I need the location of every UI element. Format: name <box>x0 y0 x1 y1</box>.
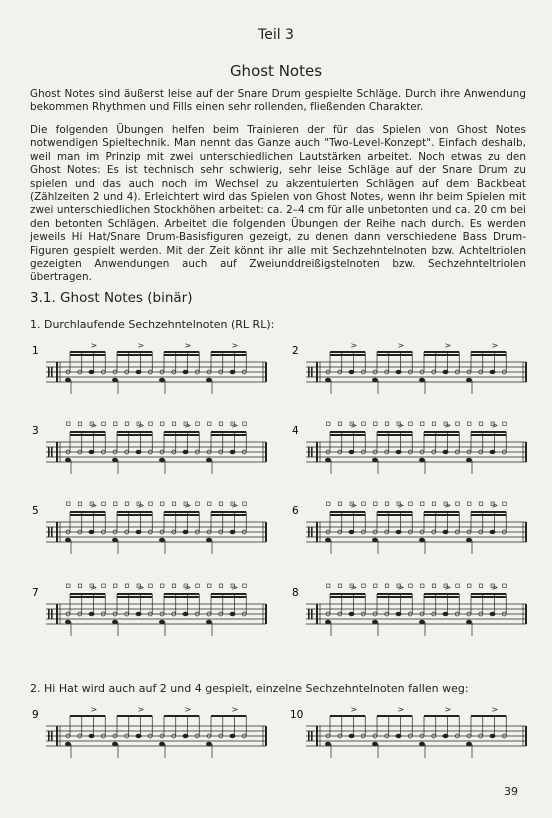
sticking-mark <box>503 584 507 588</box>
percussion-clef <box>311 527 313 537</box>
sticking-mark <box>125 422 129 426</box>
accent-mark: > <box>137 583 145 592</box>
sticking-mark <box>172 584 176 588</box>
sticking-mark <box>149 502 153 506</box>
percussion-clef <box>308 367 310 377</box>
accent-mark: > <box>137 341 145 350</box>
accent-mark: > <box>137 705 145 714</box>
sticking-mark <box>327 502 331 506</box>
bass-drum-note <box>372 620 378 624</box>
accent-mark: > <box>90 421 98 430</box>
example-8-staff <box>290 582 530 642</box>
bass-drum-note <box>419 742 425 746</box>
sticking-mark <box>196 502 200 506</box>
example-number: 7 <box>32 587 39 599</box>
accent-mark: > <box>350 705 358 714</box>
sticking-mark <box>114 502 118 506</box>
sticking-mark <box>456 584 460 588</box>
sticking-mark <box>409 422 413 426</box>
sticking-mark <box>243 584 247 588</box>
sticking-mark <box>102 422 106 426</box>
page-number: 39 <box>504 785 518 798</box>
bass-drum-note <box>112 458 118 462</box>
sticking-mark <box>208 502 212 506</box>
bass-drum-note <box>372 538 378 542</box>
accent-mark: > <box>444 705 452 714</box>
example-10-staff <box>290 704 530 764</box>
exercise-group-heading: 1. Durchlaufende Sechzehntelnoten (RL RL): <box>30 318 275 331</box>
bass-drum-note <box>65 378 71 382</box>
accent-mark: > <box>491 583 499 592</box>
sticking-mark <box>102 584 106 588</box>
percussion-clef <box>48 731 50 741</box>
snare-note <box>183 734 189 738</box>
percussion-clef <box>308 447 310 457</box>
percussion-clef <box>311 367 313 377</box>
sticking-mark <box>374 502 378 506</box>
sticking-mark <box>409 584 413 588</box>
sticking-mark <box>208 422 212 426</box>
sticking-mark <box>161 502 165 506</box>
sticking-mark <box>338 584 342 588</box>
snare-note <box>349 612 355 616</box>
accent-mark: > <box>184 421 192 430</box>
sticking-mark <box>327 584 331 588</box>
example-number: 6 <box>292 505 299 517</box>
snare-note <box>89 612 95 616</box>
example-number: 1 <box>32 345 39 357</box>
bass-drum-note <box>325 458 331 462</box>
snare-note <box>349 370 355 374</box>
exercise-group-heading: 2. Hi Hat wird auch auf 2 und 4 gespielt, einzelne Sechzehntelnoten fallen weg: <box>30 682 469 695</box>
snare-note <box>396 450 402 454</box>
sticking-mark <box>67 422 71 426</box>
snare-note <box>136 734 142 738</box>
bass-drum-note <box>65 458 71 462</box>
accent-mark: > <box>397 341 405 350</box>
snare-note <box>89 734 95 738</box>
sticking-mark <box>385 584 389 588</box>
sticking-mark <box>409 502 413 506</box>
bass-drum-note <box>325 538 331 542</box>
accent-mark: > <box>184 583 192 592</box>
snare-note <box>183 612 189 616</box>
snare-note <box>230 450 236 454</box>
percussion-clef <box>51 367 53 377</box>
bass-drum-note <box>65 620 71 624</box>
sticking-mark <box>125 584 129 588</box>
sticking-mark <box>78 422 82 426</box>
sticking-mark <box>196 584 200 588</box>
sticking-mark <box>456 422 460 426</box>
sticking-mark <box>479 584 483 588</box>
technique-paragraph: Die folgenden Übungen helfen beim Trainieren der für das Spielen von Ghost Notes notwendigen Spieltechnik. Man nennt das Ganze auch "Two-Level-Konzept". Einfach deshalb, weil man im Prinzip mit zwei unterschiedlichen Lautstärken arbeitet. Noch etwas zu den Ghost Notes: Es ist technisch sehr schwierig, sehr leise Schläge auf der Snare Drum zu spielen und das auch noch im Wechsel zu akzentuierten Schlägen auf dem Backbeat (Zählzeiten 2 und 4). Erleichtert wird das Spielen von Ghost Notes, wenn ihr beim Spielen mit zwei unterschiedlichen Stockhöhen arbeitet: ca. 2–4 cm für alle unbetonten und ca. 20 cm bei den betonten Schlägen. Arbeitet die folgenden Übungen der Reihe nach durch. Es werden jeweils Hi Hat/Snare Drum-Basisfiguren gezeigt, zu denen dann verschiedene Bass Drum-Figuren gespielt werden. Mit der Zeit könnt ihr alle mit Sechzehntelnoten bzw. Achteltriolen gezeigten Anwendungen auch auf Zweiunddreißigstelnoten bzw. Sechzehnteltriolen übertragen. <box>30 124 526 284</box>
sticking-mark <box>102 502 106 506</box>
accent-mark: > <box>137 421 145 430</box>
percussion-clef <box>311 447 313 457</box>
snare-note <box>443 734 449 738</box>
bass-drum-note <box>466 378 472 382</box>
sticking-mark <box>196 422 200 426</box>
bass-drum-note <box>65 742 71 746</box>
sticking-mark <box>479 502 483 506</box>
bass-drum-note <box>206 458 212 462</box>
accent-mark: > <box>350 583 358 592</box>
snare-note <box>183 530 189 534</box>
accent-mark: > <box>397 705 405 714</box>
accent-mark: > <box>491 341 499 350</box>
snare-note <box>230 530 236 534</box>
snare-note <box>490 530 496 534</box>
bass-drum-note <box>206 538 212 542</box>
bass-drum-note <box>466 620 472 624</box>
percussion-clef <box>308 527 310 537</box>
accent-mark: > <box>137 501 145 510</box>
page-title: Ghost Notes <box>229 62 323 80</box>
accent-mark: > <box>444 341 452 350</box>
snare-note <box>136 612 142 616</box>
sticking-mark <box>172 422 176 426</box>
sticking-mark <box>67 502 71 506</box>
snare-note <box>230 370 236 374</box>
accent-mark: > <box>90 705 98 714</box>
section-title: 3.1. Ghost Notes (binär) <box>30 290 193 306</box>
snare-note <box>490 450 496 454</box>
sticking-mark <box>362 502 366 506</box>
snare-note <box>230 734 236 738</box>
snare-note <box>396 530 402 534</box>
accent-mark: > <box>90 501 98 510</box>
example-7-staff <box>30 582 270 642</box>
sticking-mark <box>362 584 366 588</box>
snare-note <box>89 530 95 534</box>
snare-note <box>396 734 402 738</box>
accent-mark: > <box>397 501 405 510</box>
example-number: 8 <box>292 587 299 599</box>
snare-note <box>183 370 189 374</box>
sticking-mark <box>114 422 118 426</box>
snare-note <box>443 612 449 616</box>
snare-note <box>349 530 355 534</box>
sticking-mark <box>374 584 378 588</box>
sticking-mark <box>219 422 223 426</box>
sticking-mark <box>243 502 247 506</box>
accent-mark: > <box>350 501 358 510</box>
snare-note <box>136 370 142 374</box>
example-number: 9 <box>32 709 39 721</box>
snare-note <box>89 450 95 454</box>
accent-mark: > <box>350 341 358 350</box>
snare-note <box>443 370 449 374</box>
bass-drum-note <box>466 538 472 542</box>
sticking-mark <box>161 584 165 588</box>
snare-note <box>136 450 142 454</box>
example-number: 2 <box>292 345 299 357</box>
example-number: 10 <box>290 709 304 721</box>
sticking-mark <box>479 422 483 426</box>
sticking-mark <box>149 422 153 426</box>
sticking-mark <box>432 502 436 506</box>
accent-mark: > <box>231 421 239 430</box>
accent-mark: > <box>491 501 499 510</box>
percussion-clef <box>51 731 53 741</box>
sticking-mark <box>468 422 472 426</box>
bass-drum-note <box>325 378 331 382</box>
snare-note <box>396 370 402 374</box>
sticking-mark <box>503 422 507 426</box>
accent-mark: > <box>491 705 499 714</box>
example-9-staff <box>30 704 270 764</box>
percussion-clef <box>308 609 310 619</box>
accent-mark: > <box>444 583 452 592</box>
sticking-mark <box>456 502 460 506</box>
sticking-mark <box>432 584 436 588</box>
percussion-clef <box>51 447 53 457</box>
sticking-mark <box>114 584 118 588</box>
accent-mark: > <box>184 341 192 350</box>
sticking-mark <box>219 502 223 506</box>
snare-note <box>183 450 189 454</box>
snare-note <box>490 734 496 738</box>
bass-drum-note <box>159 742 165 746</box>
bass-drum-note <box>325 620 331 624</box>
accent-mark: > <box>444 421 452 430</box>
snare-note <box>490 612 496 616</box>
bass-drum-note <box>159 620 165 624</box>
bass-drum-note <box>419 458 425 462</box>
sticking-mark <box>503 502 507 506</box>
percussion-clef <box>311 731 313 741</box>
example-number: 4 <box>292 425 299 437</box>
accent-mark: > <box>397 583 405 592</box>
snare-note <box>89 370 95 374</box>
accent-mark: > <box>90 341 98 350</box>
accent-mark: > <box>231 501 239 510</box>
accent-mark: > <box>231 583 239 592</box>
percussion-clef <box>51 527 53 537</box>
sticking-mark <box>421 422 425 426</box>
sticking-mark <box>243 422 247 426</box>
bass-drum-note <box>372 742 378 746</box>
accent-mark: > <box>444 501 452 510</box>
snare-note <box>443 530 449 534</box>
sticking-mark <box>432 422 436 426</box>
bass-drum-note <box>112 742 118 746</box>
sticking-mark <box>385 502 389 506</box>
example-1-staff <box>30 340 270 400</box>
sticking-mark <box>385 422 389 426</box>
sticking-mark <box>374 422 378 426</box>
sticking-mark <box>421 584 425 588</box>
example-number: 5 <box>32 505 39 517</box>
percussion-clef <box>48 527 50 537</box>
accent-mark: > <box>397 421 405 430</box>
bass-drum-note <box>372 378 378 382</box>
sticking-mark <box>219 584 223 588</box>
bass-drum-note <box>65 538 71 542</box>
bass-drum-note <box>419 378 425 382</box>
sticking-mark <box>149 584 153 588</box>
bass-drum-note <box>206 620 212 624</box>
bass-drum-note <box>466 742 472 746</box>
percussion-clef <box>51 609 53 619</box>
sticking-mark <box>125 502 129 506</box>
bass-drum-note <box>419 620 425 624</box>
intro-paragraph: Ghost Notes sind äußerst leise auf der Snare Drum gespielte Schläge. Durch ihre Anwendung bekommen Rhythmen und Fills einen sehr rollenden, fließenden Charakter. <box>30 88 526 114</box>
sticking-mark <box>338 422 342 426</box>
sticking-mark <box>421 502 425 506</box>
percussion-clef <box>48 447 50 457</box>
sticking-mark <box>78 584 82 588</box>
bass-drum-note <box>159 538 165 542</box>
chapter-heading: Teil 3 <box>258 27 294 43</box>
bass-drum-note <box>112 620 118 624</box>
accent-mark: > <box>231 341 239 350</box>
bass-drum-note <box>419 538 425 542</box>
percussion-clef <box>48 367 50 377</box>
example-number: 3 <box>32 425 39 437</box>
sticking-mark <box>78 502 82 506</box>
snare-note <box>349 450 355 454</box>
bass-drum-note <box>325 742 331 746</box>
bass-drum-note <box>466 458 472 462</box>
accent-mark: > <box>491 421 499 430</box>
bass-drum-note <box>372 458 378 462</box>
sticking-mark <box>172 502 176 506</box>
percussion-clef <box>311 609 313 619</box>
bass-drum-note <box>159 378 165 382</box>
example-6-staff <box>290 500 530 560</box>
snare-note <box>230 612 236 616</box>
snare-note <box>490 370 496 374</box>
accent-mark: > <box>90 583 98 592</box>
percussion-clef <box>48 609 50 619</box>
sticking-mark <box>208 584 212 588</box>
snare-note <box>136 530 142 534</box>
snare-note <box>396 612 402 616</box>
sticking-mark <box>468 584 472 588</box>
example-4-staff <box>290 420 530 480</box>
bass-drum-note <box>112 538 118 542</box>
example-2-staff <box>290 340 530 400</box>
sticking-mark <box>327 422 331 426</box>
accent-mark: > <box>350 421 358 430</box>
bass-drum-note <box>206 378 212 382</box>
example-5-staff <box>30 500 270 560</box>
snare-note <box>443 450 449 454</box>
example-3-staff <box>30 420 270 480</box>
bass-drum-note <box>206 742 212 746</box>
sticking-mark <box>362 422 366 426</box>
bass-drum-note <box>112 378 118 382</box>
sticking-mark <box>468 502 472 506</box>
bass-drum-note <box>159 458 165 462</box>
sticking-mark <box>67 584 71 588</box>
accent-mark: > <box>231 705 239 714</box>
snare-note <box>349 734 355 738</box>
percussion-clef <box>308 731 310 741</box>
sticking-mark <box>161 422 165 426</box>
sticking-mark <box>338 502 342 506</box>
accent-mark: > <box>184 705 192 714</box>
accent-mark: > <box>184 501 192 510</box>
